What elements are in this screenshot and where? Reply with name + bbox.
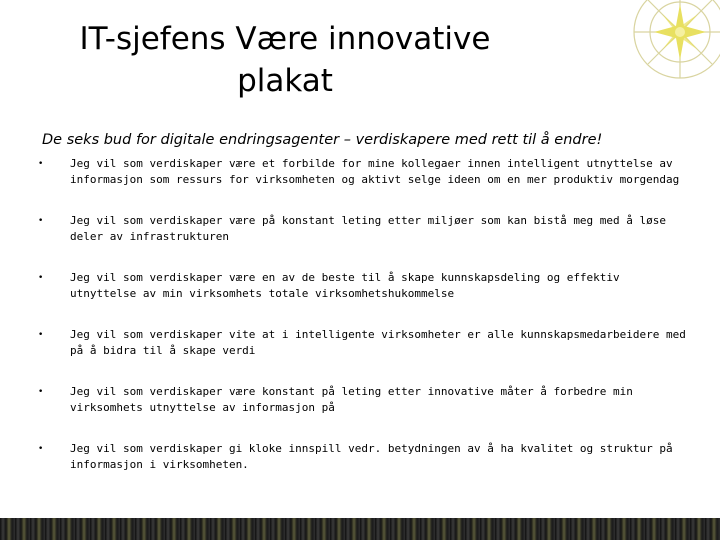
slide-subtitle: De seks bud for digitale endringsagenter – verdiskapere med rett til å endre! [42, 132, 603, 148]
list-item [38, 213, 688, 245]
bullet-marker: • [38, 273, 44, 283]
list-item [38, 156, 688, 188]
bullet-text: Jeg vil som verdiskaper være konstant på leting etter innovative måter å forbedre min virksomhets utnyttelse av informasjon på [70, 385, 633, 414]
bullet-text: Jeg vil som verdiskaper gi kloke innspill vedr. betydningen av å ha kvalitet og struktur på informasjon i virksomheten. [70, 442, 673, 471]
bullet-marker: • [38, 159, 44, 169]
bullet-marker: • [38, 216, 44, 226]
decorative-bottom-band [0, 518, 720, 540]
bullet-marker: • [38, 444, 44, 454]
bullet-text: Jeg vil som verdiskaper være på konstant leting etter miljøer som kan bistå meg med å løse deler av infrastrukturen [70, 214, 667, 243]
list-item [38, 270, 688, 302]
bullet-marker: • [38, 387, 44, 397]
bullet-text: Jeg vil som verdiskaper være en av de beste til å skape kunnskapsdeling og effektiv utnyttelse av min virksomhets totale virksomhetshukommelse [70, 271, 620, 300]
bullet-marker: • [38, 330, 44, 340]
bullet-text: Jeg vil som verdiskaper vite at i intelligente virksomheter er alle kunnskapsmedarbeidere med på å bidra til å skape verdi [70, 328, 686, 357]
sun-icon [610, 0, 720, 100]
bullet-list [38, 156, 688, 498]
list-item [38, 384, 688, 416]
slide-title: IT-sjefens Være innovative plakat [79, 21, 491, 99]
list-item [38, 327, 688, 359]
list-item [38, 441, 688, 473]
bullet-text: Jeg vil som verdiskaper være et forbilde for mine kollegaer innen intelligent utnyttelse av informasjon som ressurs for virksomheten og aktivt selge ideen om en mer produktiv morgendag [70, 157, 680, 186]
